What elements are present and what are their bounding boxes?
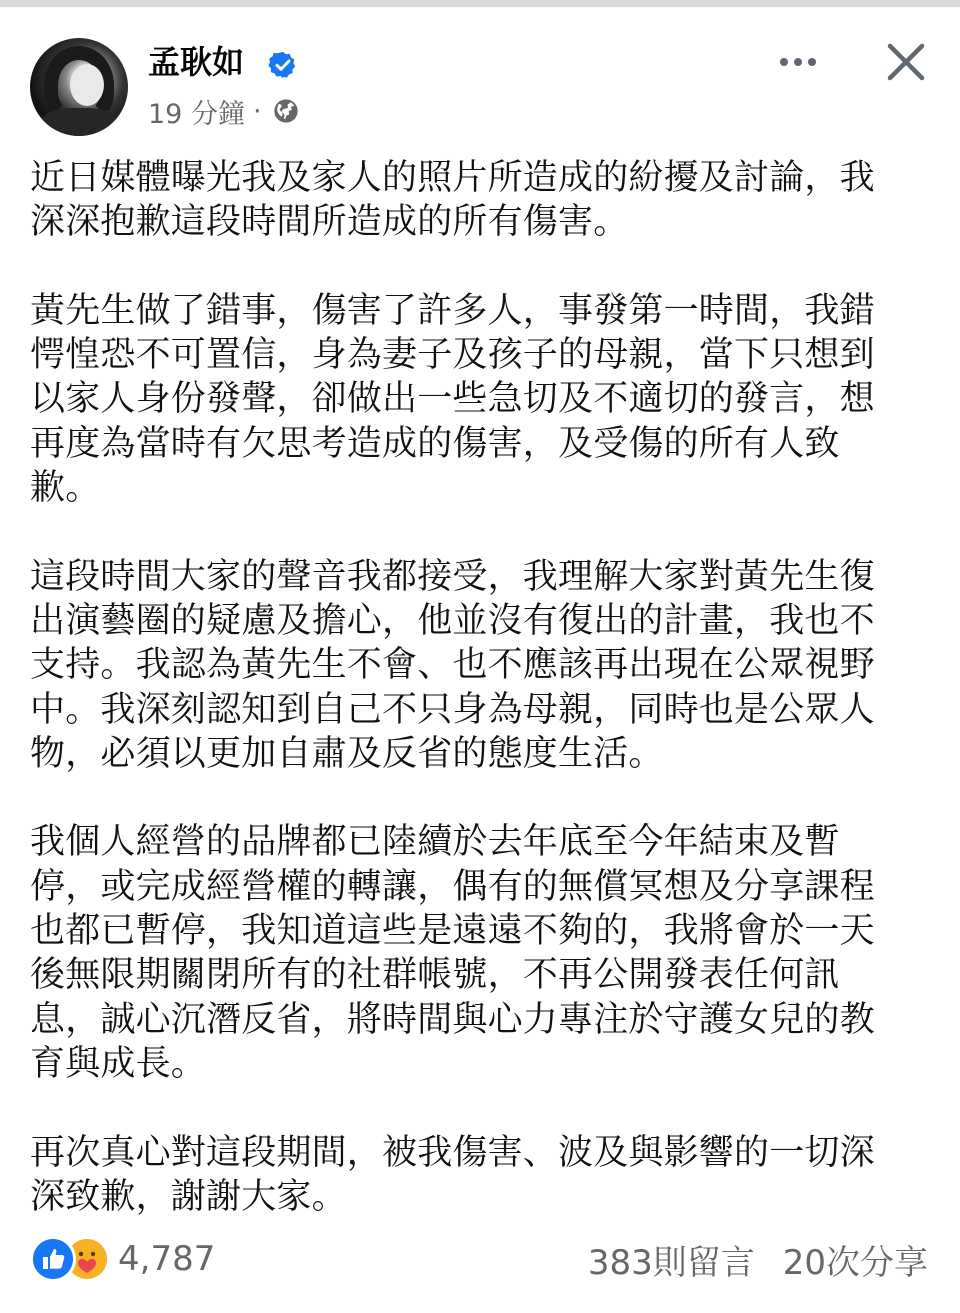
- reaction-summary[interactable]: [30, 1237, 215, 1281]
- top-edge-bar: [0, 0, 960, 7]
- post-time[interactable]: 19 分鐘: [148, 98, 245, 130]
- engagement-stats: [588, 1237, 928, 1281]
- post-paragraph: 再次真心對這段期間，被我傷害、波及與影響的一切深 深致歉，謝謝大家。: [30, 1132, 875, 1217]
- like-reaction-icon: [30, 1236, 76, 1282]
- share-count[interactable]: 20次分享: [782, 1242, 928, 1283]
- post-paragraph: 近日媒體曝光我及家人的照片所造成的紛擾及討論，我 深深抱歉這段時間所造成的所有傷害。: [30, 158, 875, 243]
- globe-icon: [272, 97, 300, 125]
- avatar-coat: [40, 108, 120, 136]
- post-paragraph: 我個人經營的品牌都已陸續於去年底至今年結束及暫 停，或完成經營權的轉讓，偶有的無償冥想及分享課程 也都已暫停，我知道這些是遠遠不夠的，我將會於一天 後無限期關閉所有的社群帳號，不再公開發表任何訊 息，誠心沉潛反省，將時間與心力專注於守護女兒的教 育與成長。: [30, 822, 875, 1084]
- post-meta: [148, 93, 300, 129]
- post-paragraph: 黃先生做了錯事，傷害了許多人，事發第一時間，我錯 愕惶恐不可置信，身為妻子及孩子的母親，當下只想到 以家人身份發聲，卻做出一些急切及不適切的發言，想 再度為當時有欠思考造成的傷害，及受傷的所有人致 歉。: [30, 290, 875, 509]
- post-body: [30, 156, 934, 1263]
- meta-separator: ·: [252, 95, 262, 127]
- author-name[interactable]: 孟耿如: [148, 43, 245, 81]
- comment-count[interactable]: 383則留言: [587, 1242, 755, 1283]
- avatar-face: [70, 64, 104, 106]
- close-icon[interactable]: [884, 40, 928, 84]
- avatar[interactable]: [30, 38, 128, 136]
- post-paragraph: 這段時間大家的聲音我都接受，我理解大家對黃先生復 出演藝圈的疑慮及擔心，他並沒有復出的計畫，我也不 支持。我認為黃先生不會、也不應該再出現在公眾視野 中。我深刻認知到自己不只身為母親，同時也是公眾人 物，必須以更加自肅及反省的態度生活。: [30, 556, 875, 774]
- verified-badge-icon: [268, 50, 298, 80]
- reaction-count[interactable]: 4,787: [118, 1239, 216, 1279]
- more-options-icon[interactable]: [778, 48, 818, 76]
